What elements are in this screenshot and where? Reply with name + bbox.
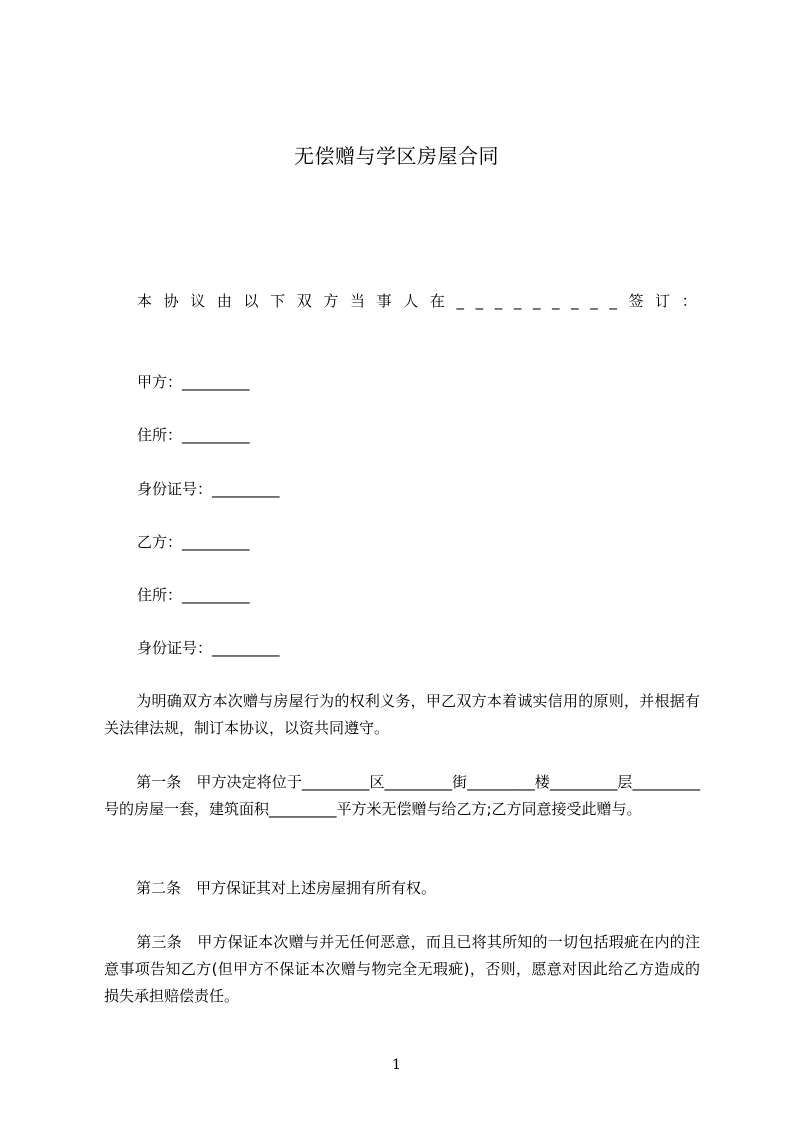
- intro-blank: _: [609, 292, 617, 310]
- intro-blank: _: [590, 292, 598, 310]
- intro-char: 由: [216, 292, 232, 310]
- party-b-address-field: 住所：_________: [137, 586, 250, 604]
- intro-blank: _: [456, 292, 464, 310]
- intro-char: 以: [243, 292, 259, 310]
- intro-line: [137, 290, 697, 312]
- party-a-id-field: 身份证号：_________: [137, 480, 280, 498]
- party-a-address-field: 住所：_________: [137, 426, 250, 444]
- intro-char: 本: [137, 292, 153, 310]
- intro-blank: _: [494, 292, 503, 310]
- intro-char: 人: [403, 292, 419, 310]
- intro-char: 在: [429, 292, 445, 310]
- intro-char: 协: [163, 292, 179, 310]
- intro-blank: _: [532, 292, 541, 310]
- intro-blank: _: [552, 292, 560, 310]
- party-b-field: 乙方：_________: [137, 533, 250, 551]
- intro-char: 当: [350, 292, 366, 310]
- intro-char: 下: [270, 292, 286, 310]
- party-a-field: 甲方：_________: [137, 373, 250, 391]
- page-number: 1: [392, 1057, 401, 1073]
- preamble-text: 为明确双方本次赠与房屋行为的权利义务，甲乙双方本着诚实信用的原则，并根据有关法律法规，制订本协议，以资共同遵守。: [104, 692, 700, 737]
- document-title: 无偿赠与学区房屋合同: [294, 144, 499, 168]
- article-1-paragraph: [104, 769, 700, 823]
- article-2-paragraph: [104, 875, 700, 902]
- intro-char: 签: [628, 292, 644, 310]
- preamble-paragraph: [104, 688, 700, 742]
- intro-char: 方: [323, 292, 339, 310]
- intro-blank: _: [475, 292, 484, 310]
- intro-char: 议: [190, 292, 206, 310]
- intro-char: 事: [376, 292, 392, 310]
- article-3-text: 第三条 甲方保证本次赠与并无任何恶意，而且已将其所知的一切包括瑕疵在内的注意事项告知乙方(但甲方不保证本次赠与物完全无瑕疵)，否则，愿意对因此给乙方造成的损失承担赔偿责任。: [104, 933, 700, 1005]
- intro-char: 双: [296, 292, 312, 310]
- article-1-text: 第一条 甲方决定将位于_________区_________街_________楼_________层_________号的房屋一套，建筑面积_________平方米无偿赠与给乙方;乙方同意接受此赠与。: [104, 773, 700, 818]
- article-3-paragraph: [104, 929, 700, 1010]
- intro-blank: _: [513, 292, 522, 310]
- intro-char: ：: [681, 292, 697, 310]
- intro-char: 订: [655, 292, 671, 310]
- party-b-id-field: 身份证号：_________: [137, 639, 280, 657]
- intro-blank: _: [571, 292, 579, 310]
- article-2-text: 第二条 甲方保证其对上述房屋拥有所有权。: [136, 879, 437, 897]
